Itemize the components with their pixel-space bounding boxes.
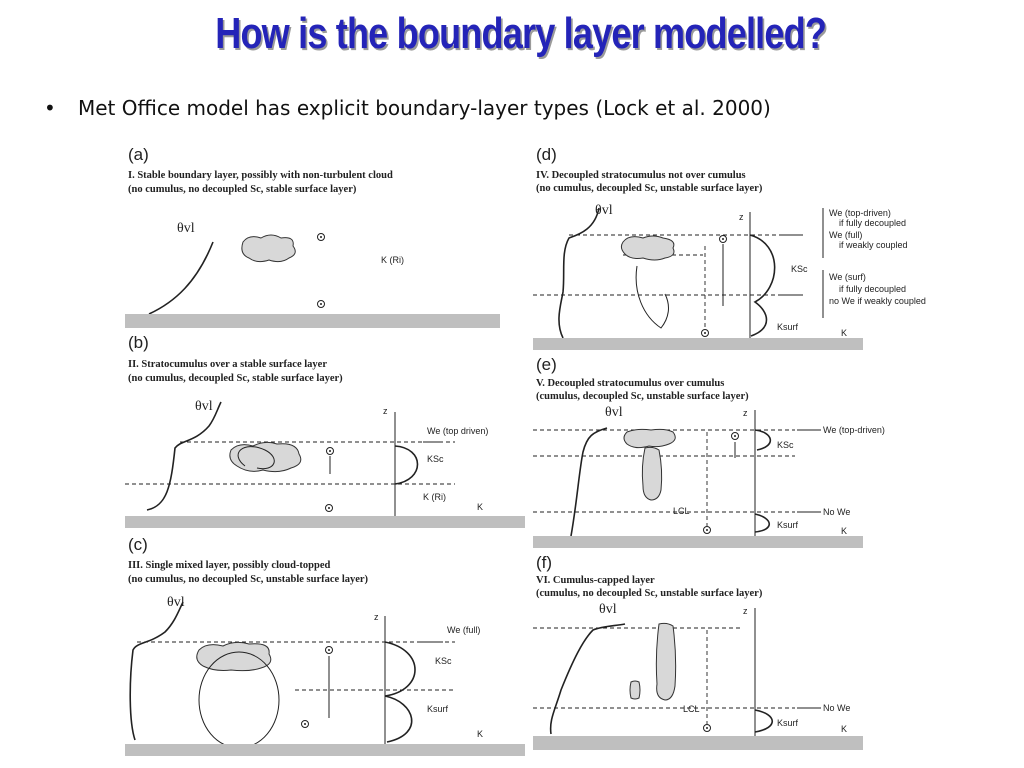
- bullet-item: [44, 96, 771, 120]
- ksc-label: KSc: [427, 454, 444, 464]
- k-profile: [750, 235, 775, 336]
- theta-vl-label: θvl: [195, 399, 213, 414]
- panel-c: [125, 532, 525, 756]
- k-axis-label: K: [477, 729, 484, 739]
- if-weakly-coupled-label: if weakly coupled: [839, 240, 908, 250]
- k-profile: [385, 642, 415, 742]
- ground-surface: [533, 338, 863, 350]
- cloud: [197, 642, 271, 670]
- panel-f-label: (f): [536, 553, 553, 572]
- k-ri-label: K (Ri): [423, 492, 446, 502]
- cloud: [230, 442, 301, 471]
- panel-f: [533, 550, 933, 750]
- cloud: [621, 236, 674, 260]
- panel-d-subtitle: (no cumulus, decoupled Sc, unstable surface layer): [536, 183, 763, 194]
- theta-vl-label: θvl: [167, 595, 185, 610]
- theta-vl-label: θvl: [595, 203, 613, 218]
- panel-e: [533, 352, 933, 548]
- z-axis-label: z: [739, 212, 744, 222]
- bullet-dot: •: [44, 96, 56, 120]
- panel-a-label: (a): [128, 145, 149, 164]
- theta-vl-label: θvl: [177, 221, 195, 236]
- k-axis-label: K: [841, 724, 848, 734]
- panel-f-subtitle: (cumulus, no decoupled Sc, unstable surface layer): [536, 588, 763, 599]
- cloud: [624, 429, 675, 447]
- panel-e-title: V. Decoupled stratocumulus over cumulus: [536, 378, 725, 389]
- panel-a-subtitle: (no cumulus, no decoupled Sc, stable surface layer): [128, 184, 357, 195]
- ksurf-label: Ksurf: [777, 322, 799, 332]
- lcl-label: LCL: [673, 506, 690, 516]
- panel-a-title: I. Stable boundary layer, possibly with non-turbulent cloud: [128, 170, 393, 181]
- z-axis-label: z: [383, 406, 388, 416]
- ground-surface: [125, 314, 500, 328]
- ground-surface: [533, 736, 863, 750]
- theta-profile: [130, 602, 183, 740]
- k-ri-label: K (Ri): [381, 255, 404, 265]
- panel-e-subtitle: (cumulus, decoupled Sc, unstable surface layer): [536, 391, 749, 402]
- slide-title: How is the boundary layer modelled?: [215, 9, 827, 58]
- z-axis-label: z: [743, 408, 748, 418]
- ksc-label: KSc: [791, 264, 808, 274]
- we-full-label: We (full): [829, 230, 863, 240]
- panel-c-diagram: [125, 532, 525, 756]
- no-we-label: No We: [823, 703, 851, 713]
- theta-vl-label: θvl: [599, 602, 617, 617]
- panel-a: [125, 142, 500, 328]
- z-axis-label: z: [374, 612, 379, 622]
- ground-surface: [125, 744, 525, 756]
- ksurf-label: Ksurf: [427, 704, 449, 714]
- lcl-label: LCL: [683, 704, 700, 714]
- cumulus-cloud: [642, 447, 661, 500]
- theta-profile: [559, 208, 599, 338]
- k-profile: [755, 430, 770, 450]
- z-axis-label: z: [743, 606, 748, 616]
- theta-profile: [551, 624, 625, 734]
- if-fully-decoupled-label-2: if fully decoupled: [839, 284, 907, 294]
- panel-d-diagram: [533, 142, 933, 350]
- circulation-arrow: [636, 266, 668, 328]
- if-fully-decoupled-label: if fully decoupled: [839, 218, 907, 228]
- panel-b-title: II. Stratocumulus over a stable surface layer: [128, 359, 327, 370]
- ground-surface: [125, 516, 525, 528]
- panel-e-label: (e): [536, 355, 557, 374]
- we-label: We (full): [447, 625, 481, 635]
- ksc-label: KSc: [435, 656, 452, 666]
- we-label: We (top-driven): [823, 425, 885, 435]
- k-axis-label: K: [841, 526, 848, 536]
- cloud: [242, 235, 295, 262]
- we-surf-label: We (surf): [829, 272, 866, 282]
- panel-e-diagram: [533, 352, 933, 548]
- ksurf-label: Ksurf: [777, 718, 799, 728]
- panel-d-title: IV. Decoupled stratocumulus not over cumulus: [536, 170, 746, 181]
- theta-profile: [149, 242, 213, 314]
- theta-profile: [147, 402, 221, 510]
- bullet-text: Met Office model has explicit boundary-layer types (Lock et al. 2000): [78, 96, 771, 120]
- k-axis-label: K: [841, 328, 848, 338]
- we-label: We (top driven): [427, 426, 489, 436]
- panel-f-title: VI. Cumulus-capped layer: [536, 575, 655, 586]
- k-profile: [755, 710, 772, 732]
- panel-b: [125, 330, 525, 528]
- small-cumulus-cloud: [630, 681, 640, 699]
- we-top-label: We (top-driven): [829, 208, 891, 218]
- theta-vl-label: θvl: [605, 405, 623, 420]
- panel-c-subtitle: (no cumulus, no decoupled Sc, unstable surface layer): [128, 574, 369, 585]
- panel-b-subtitle: (no cumulus, decoupled Sc, stable surface layer): [128, 373, 343, 384]
- k-axis-label: K: [477, 502, 484, 512]
- panel-c-label: (c): [128, 535, 148, 554]
- no-we-label: no We if weakly coupled: [829, 296, 926, 306]
- panel-b-label: (b): [128, 333, 149, 352]
- panel-a-diagram: [125, 142, 500, 328]
- panel-b-diagram: [125, 330, 525, 528]
- cumulus-cloud: [656, 623, 675, 700]
- ksc-label: KSc: [777, 440, 794, 450]
- ksurf-label: Ksurf: [777, 520, 799, 530]
- no-we-label: No We: [823, 507, 851, 517]
- theta-profile: [571, 428, 607, 536]
- ground-surface: [533, 536, 863, 548]
- panel-f-diagram: [533, 550, 933, 750]
- panel-d: [533, 142, 933, 350]
- panel-d-label: (d): [536, 145, 557, 164]
- panel-c-title: III. Single mixed layer, possibly cloud-topped: [128, 560, 331, 571]
- k-profile: [395, 446, 418, 484]
